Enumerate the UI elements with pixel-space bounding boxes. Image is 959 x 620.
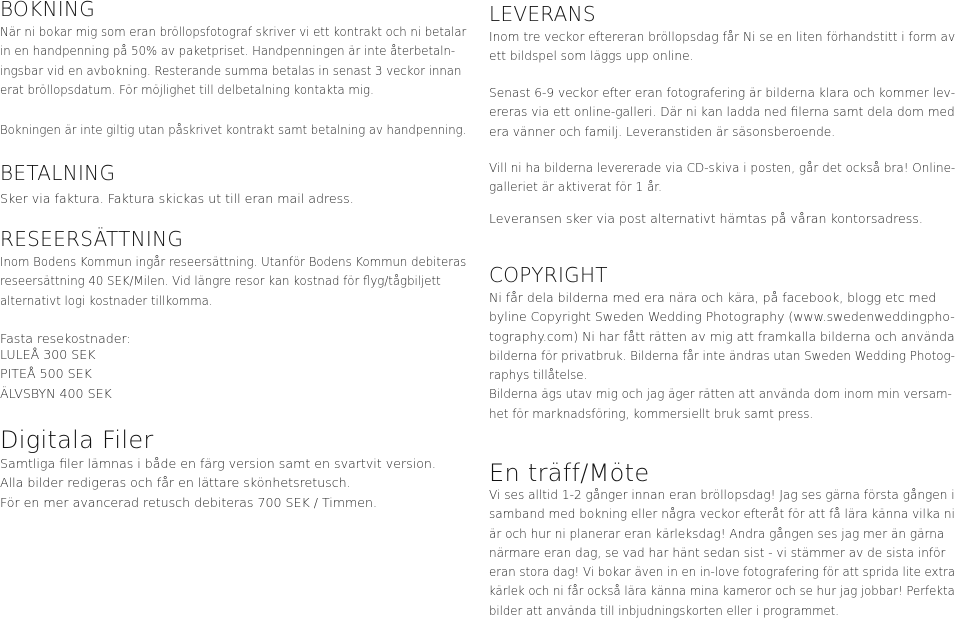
text-line: alternativt logi kostnader tillkomma. — [0, 292, 213, 308]
text-line: ingsbar vid en avbokning. Resterande summa betalas in senast 3 veckor innan — [0, 62, 462, 78]
leverans-p3 — [489, 158, 959, 197]
bokning-text — [0, 22, 502, 99]
reseersattning-text — [0, 252, 501, 310]
text-line: Samtliga filer lämnas i både en färg version samt en svartvit version. — [0, 456, 436, 471]
leverans-p1 — [489, 27, 959, 66]
bokning-heading: BOKNING — [0, 0, 96, 21]
text-line: bilderna för privatbruk. Bilderna får inte ändras utan Sweden Wedding Photog- — [489, 347, 955, 363]
text-line: eran stora dag! Vi bokar även in en in-love fotografering för att sprida lite extra — [489, 564, 956, 580]
text-line: galleriet är aktiverat för 1 år. — [489, 179, 662, 195]
text-line: För en mer avancerad retusch debiteras 700 SEK / Timmen. — [0, 494, 378, 510]
leverans-p4: Leveransen sker via post alternativt hämtas på våran kontorsadress. — [489, 211, 923, 226]
betalning-text: Sker via faktura. Faktura skickas ut till eran mail adress. — [0, 191, 354, 206]
text-line: reseersättning 40 SEK/Milen. Vid längre resor kan kostnad för flyg/tågbiljett — [0, 273, 441, 289]
text-line: är och hur ni planerar eran kärleksdag! Andra gången ses jag mer än gärna — [489, 525, 945, 541]
text-line: Senast 6-9 veckor efter eran fotografering är bilderna klara och kommer lev- — [489, 85, 956, 100]
text-line: Bilderna ägs utav mig och jag äger rätten att använda dom inom min versam- — [489, 386, 952, 402]
fixed-costs-list — [0, 345, 112, 403]
text-line: bilder att använda till inbjudningskorten eller i programmet. — [489, 602, 839, 618]
text-line: era vänner och familj. Leveranstiden är säsonsberoende. — [489, 123, 836, 139]
bokning-note: Bokningen är inte giltig utan påskrivet kontrakt samt betalning av handpenning. — [0, 122, 467, 137]
cost-item: PITEÅ 500 SEK — [0, 366, 92, 382]
text-line: raphys tillåtelse. — [489, 367, 588, 383]
text-line: erat bröllopsdatum. För möjlighet till delbetalning kontakta mig. — [0, 81, 374, 97]
text-line: het för marknadsföring, kommersiellt bruk samt press. — [489, 405, 814, 421]
text-line: Vi ses alltid 1-2 gånger innan eran bröllopsdag! Jag ses gärna första gången i — [489, 487, 955, 502]
betalning-heading: BETALNING — [0, 161, 116, 185]
text-line: kärlek och ni får också lära känna mina kameror och se hur jag jobbar! Perfekta — [489, 583, 955, 599]
text-line: När ni bokar mig som eran bröllopsfotograf skriver vi ett kontrakt och ni betalar — [0, 24, 467, 39]
fixed-costs-label: Fasta resekostnader: — [0, 331, 131, 346]
text-line: Alla bilder redigeras och får en lättare skönhetsretusch. — [0, 475, 351, 491]
text-line: in en handpenning på 50% av paketpriset. Handpenningen är inte återbetaln- — [0, 43, 456, 59]
copyright-heading: COPYRIGHT — [489, 263, 608, 287]
cost-item: LULEÅ 300 SEK — [0, 347, 96, 362]
text-line: Inom Bodens Kommun ingår reseersättning. Utanför Bodens Kommun debiteras — [0, 254, 467, 269]
text-line: tography.com) Ni har fått rätten av mig att framkalla bilderna och använda — [489, 328, 955, 344]
traff-text — [489, 485, 959, 620]
text-line: ereras via ett online-galleri. Där ni kan ladda ned filerna samt dela dom med — [489, 104, 955, 120]
text-line: Vill ni ha bilderna levererade via CD-skiva i posten, går det också bra! Online- — [489, 160, 956, 175]
leverans-p2 — [489, 83, 959, 141]
text-line: byline Copyright Sweden Wedding Photography (www.swedenweddingpho- — [489, 309, 955, 325]
reseersattning-heading: RESEERSÄTTNING — [0, 227, 184, 251]
text-line: Ni får dela bilderna med era nära och kära, på facebook, blogg etc med — [489, 290, 937, 305]
text-line: Inom tre veckor eftereran bröllopsdag får Ni se en liten förhandstitt i form av — [489, 29, 956, 44]
cost-item: ÄLVSBYN 400 SEK — [0, 385, 112, 401]
traff-heading: En träff/Möte — [489, 459, 650, 487]
digitala-heading: Digitala Filer — [0, 426, 154, 454]
text-line: ett bildspel som läggs upp online. — [489, 48, 694, 64]
digitala-text — [0, 454, 436, 512]
text-line: närmare eran dag, se vad har hänt sedan sist - vi stämmer av de sista inför — [489, 544, 946, 560]
text-line: samband med bokning eller några veckor efteråt för att få lära känna vilka ni — [489, 506, 955, 522]
leverans-heading: LEVERANS — [489, 2, 596, 26]
copyright-text — [489, 288, 959, 423]
